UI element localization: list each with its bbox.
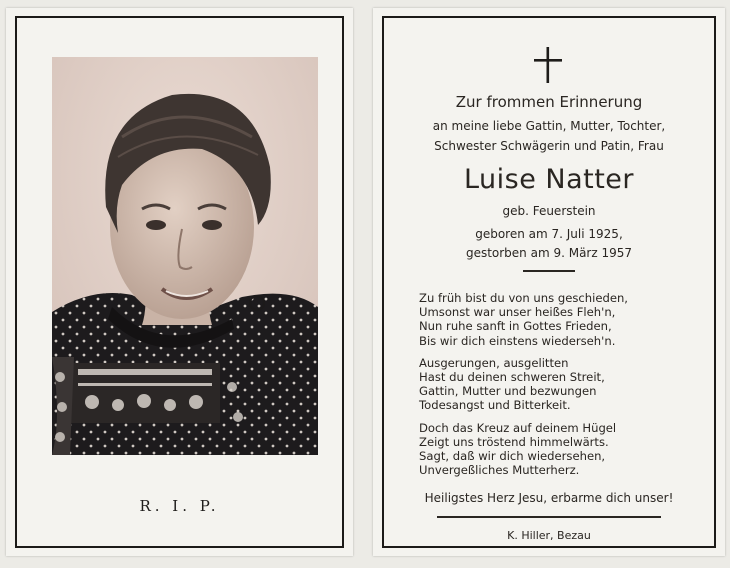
dedication-line-1: an meine liebe Gattin, Mutter, Tochter, xyxy=(432,119,666,133)
poem-line: Umsonst war unser heißes Fleh'n, xyxy=(419,305,616,320)
poem-line: Hast du deinen schweren Streit, xyxy=(419,370,605,385)
memorial-text-card xyxy=(373,8,725,556)
rip-caption: R. I. P. xyxy=(139,497,220,515)
poem-stanza-1 xyxy=(419,291,709,348)
birth-date: geboren am 7. Juli 1925, xyxy=(475,227,623,241)
poem-line: Nun ruhe sanft in Gottes Frieden, xyxy=(419,319,612,334)
intro-heading: Zur frommen Erinnerung xyxy=(455,93,643,111)
poem-line: Sagt, daß wir dich wiedersehen, xyxy=(419,449,606,464)
poem-stanza-2 xyxy=(419,356,709,413)
poem-line: Zeigt uns tröstend himmelwärts. xyxy=(419,434,609,449)
dedication-line-2: Schwester Schwägerin und Patin, Frau xyxy=(434,139,664,153)
poem-line: Gattin, Mutter und bezwungen xyxy=(419,384,597,399)
poem-line: Unvergeßliches Mutterherz. xyxy=(419,463,580,478)
printer-imprint: K. Hiller, Bezau xyxy=(507,529,591,542)
poem-line: Bis wir dich einstens wiederseh'n. xyxy=(419,333,616,348)
photo-card xyxy=(6,8,353,556)
poem-line: Zu früh bist du von uns geschieden, xyxy=(419,291,628,305)
death-date: gestorben am 9. März 1957 xyxy=(465,246,633,260)
maiden-name: geb. Feuerstein xyxy=(502,204,596,218)
closing-prayer: Heiligstes Herz Jesu, erbarme dich unser! xyxy=(424,491,674,505)
poem-line: Todesangst und Bitterkeit. xyxy=(419,398,571,413)
portrait-photo xyxy=(52,57,318,455)
poem-line: Ausgerungen, ausgelitten xyxy=(419,355,569,370)
deceased-name: Luise Natter xyxy=(463,164,635,195)
memorial-poem xyxy=(419,291,709,485)
divider-short xyxy=(523,270,575,272)
poem-stanza-3 xyxy=(419,421,709,478)
poem-line: Doch das Kreuz auf deinem Hügel xyxy=(419,420,617,435)
portrait-illustration xyxy=(52,57,318,455)
divider-long xyxy=(437,516,661,518)
cross-icon xyxy=(531,45,565,85)
